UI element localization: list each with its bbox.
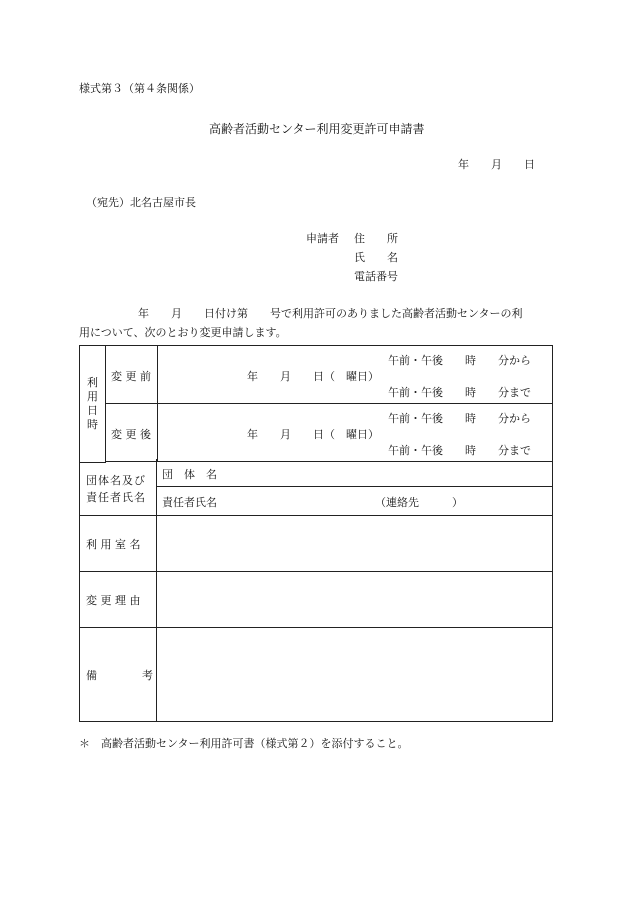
group-label-line1: 団体名及び — [86, 474, 146, 487]
room-label: 利 用 室 名 — [86, 538, 141, 551]
application-table — [79, 345, 553, 463]
form-number: 様式第３（第４条関係） — [79, 82, 200, 95]
group-name-label: 団 体 名 — [162, 468, 217, 481]
after-row — [106, 404, 553, 462]
reason-section — [79, 571, 553, 628]
after-label: 変 更 後 — [111, 428, 151, 441]
remarks-section — [79, 627, 553, 722]
usage-datetime-label: 利 用 日 時 — [80, 346, 106, 463]
addressee: （宛先）北名古屋市長 — [86, 196, 196, 209]
after-time-start: 午前・午後 時 分から — [388, 412, 531, 425]
name-label: 氏 名 — [354, 251, 398, 264]
document-title: 高齢者活動センター利用変更許可申請書 — [209, 122, 425, 136]
remarks-label-right: 考 — [142, 669, 153, 682]
body-text-line2: 用について、次のとおり変更申請します。 — [79, 326, 287, 339]
after-time-end: 午前・午後 時 分まで — [388, 444, 531, 457]
footnote: ＊ 高齢者活動センター利用許可書（様式第２）を添付すること。 — [79, 737, 409, 750]
before-time-start: 午前・午後 時 分から — [388, 354, 531, 367]
responsible-label: 責任者氏名 — [162, 496, 217, 509]
body-text-line1: 年 月 日付け第 号で利用許可のありました高齢者活動センターの利 — [138, 307, 523, 320]
before-time-end: 午前・午後 時 分まで — [388, 386, 531, 399]
room-section — [79, 515, 553, 572]
reason-label: 変 更 理 由 — [86, 594, 141, 607]
phone-label: 電話番号 — [354, 270, 398, 283]
address-label: 住 所 — [354, 232, 398, 245]
remarks-label-left: 備 — [86, 669, 97, 682]
before-row — [106, 346, 553, 404]
after-date-fields: 年 月 日（ 曜日） — [247, 428, 379, 441]
contact-label: （連絡先 ） — [375, 496, 463, 509]
before-date-fields: 年 月 日（ 曜日） — [247, 370, 379, 383]
group-section — [79, 459, 553, 516]
date-line: 年 月 日 — [458, 158, 535, 171]
applicant-label: 申請者 — [306, 232, 339, 245]
group-label-line2: 責任者氏名 — [86, 491, 146, 504]
before-label: 変 更 前 — [111, 370, 151, 383]
